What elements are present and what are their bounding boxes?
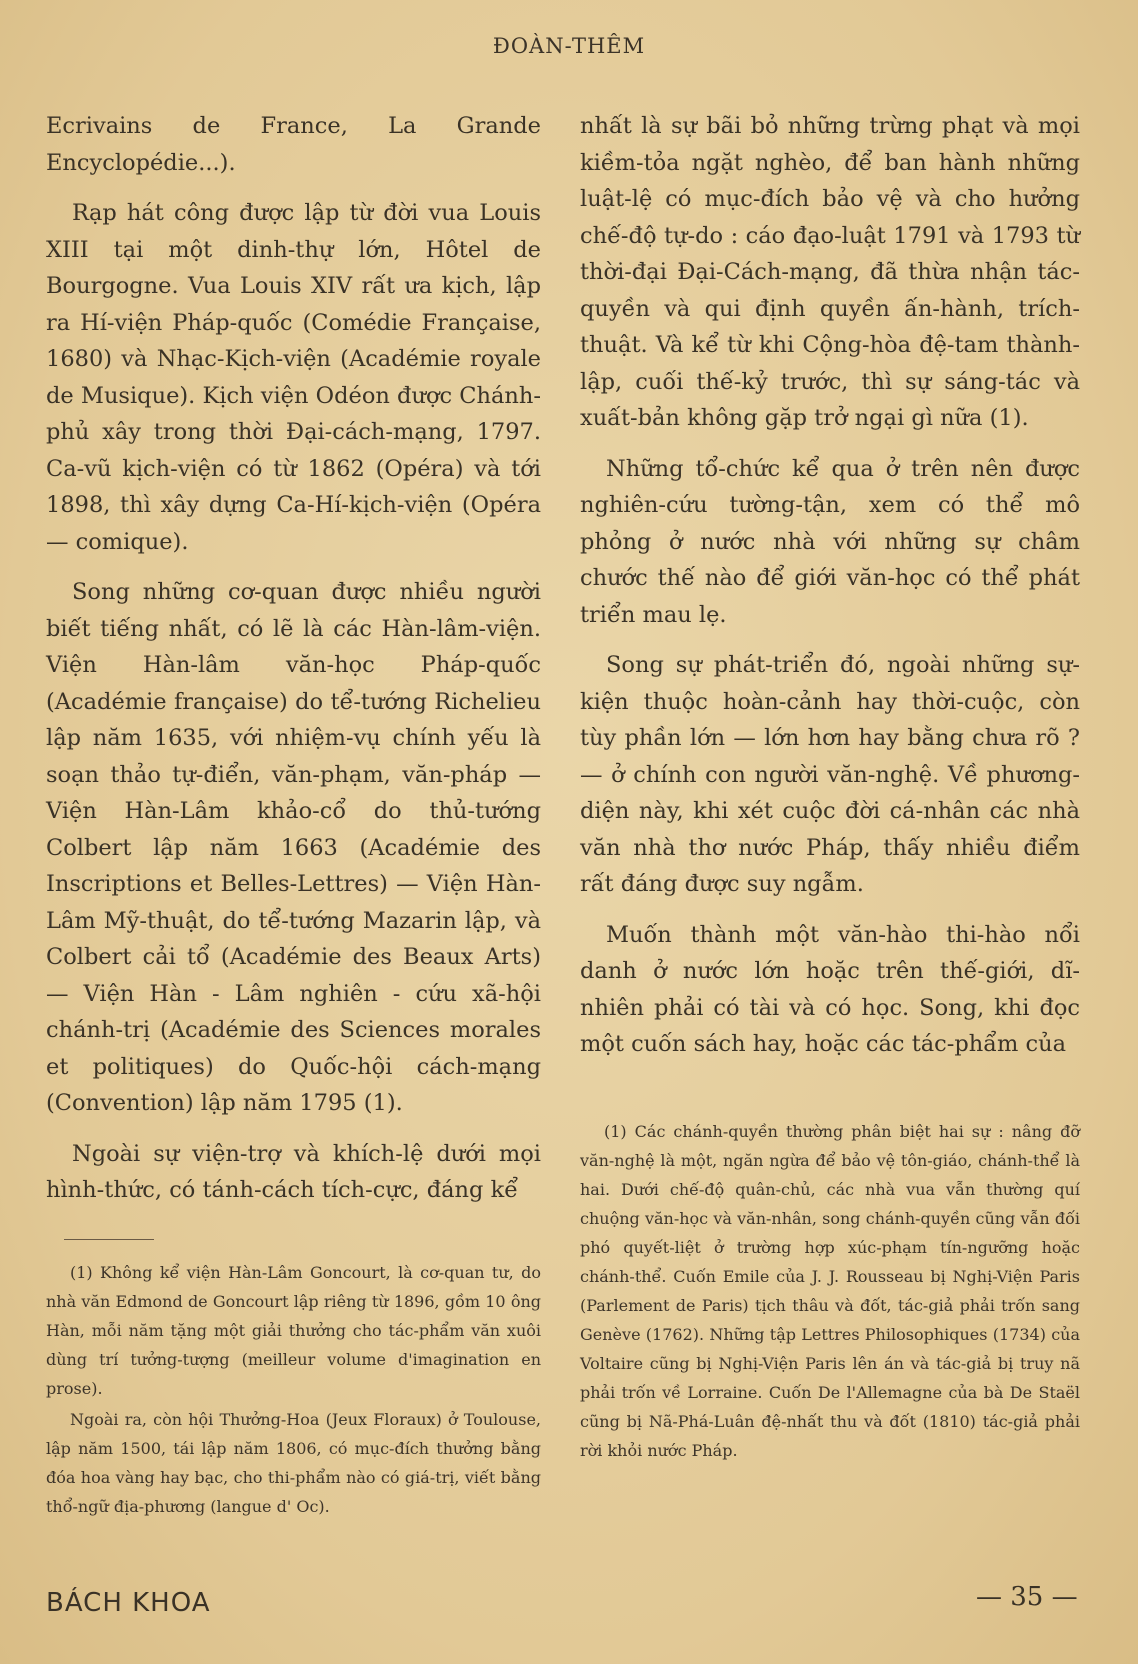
footnote: (1) Các chánh-quyền thường phân biệt hai sự : nâng đỡ văn-nghệ là một, ngăn ngừa để bảo vệ tôn-giáo, chánh-thể là hai. Dưới chế-độ quân-chủ, các nhà vua vẫn thường quí chuộng văn-học và văn-nhân, song chánh-quyền cũng vẫn đối phó quyết-liệt ở trường hợp xúc-phạm tín-ngưỡng hoặc chánh-thể. Cuốn Emile của J. J. Rousseau bị Nghị-Viện Paris (Parlement de Paris) tịch thâu và đốt, tác-giả phải trốn sang Genève (1762). Những tập Lettres Philosophiques (1734) của Voltaire cũng bị Nghị-Viện Paris lên án và tác-giả bị truy nã phải trốn về Lorraine. Cuốn De l'Allemagne của bà De Staël cũng bị Nã-Phá-Luân đệ-nhất thu và đốt (1810) tác-giả phải rời khỏi nước Pháp. [580,1121,1080,1460]
paragraph: Rạp hát công được lập từ đời vua Louis XIII tại một dinh-thự lớn, Hôtel de Bourgogne. Vua Louis XIV rất ưa kịch, lập ra Hí-viện Pháp-quốc (Comédie Française, 1680) và Nhạc-Kịch-viện (Académie royale de Musique). Kịch viện Odéon được Chánh-phủ xây trong thời Đại-cách-mạng, 1797. Ca-vũ kịch-viện có từ 1862 (Opéra) và tới 1898, thì xây dựng Ca-Hí-kịch-viện (Opéra — comique). [46,200,541,555]
paragraph: nhất là sự bãi bỏ những trừng phạt và mọi kiềm-tỏa ngặt nghèo, để ban hành những luật-lệ có mục-đích bảo vệ và cho hưởng chế-độ tự-do : cáo đạo-luật 1791 và 1793 từ thời-đại Đại-Cách-mạng, đã thừa nhận tác-quyền và qui định quyền ấn-hành, trích-thuật. Và kể từ khi Cộng-hòa đệ-tam thành-lập, cuối thế-kỷ trước, thì sự sáng-tác và xuất-bản không gặp trở ngại gì nữa (1). [580,113,1080,431]
magazine-name: BÁCH KHOA [46,1588,211,1618]
running-header: ĐOÀN-THÊM [492,34,646,58]
paragraph: Ngoài sự viện-trợ và khích-lệ dưới mọi hình-thức, có tánh-cách tích-cực, đáng kể [46,1140,541,1203]
paragraph: Ecrivains de France, La Grande Encyclopédie...). [46,113,541,176]
paragraph: Song sự phát-triển đó, ngoài những sự-kiện thuộc hoàn-cảnh hay thời-cuộc, còn tùy phần lớn — lớn hơn hay bằng chưa rõ ? — ở chính con người văn-nghệ. Về phương-diện này, khi xét cuộc đời cá-nhân các nhà văn nhà thơ nước Pháp, thấy nhiều điểm rất đáng được suy ngẫm. [580,652,1080,897]
footnote-divider [64,1239,154,1240]
right-column [580,108,1080,1465]
left-column [46,108,541,1521]
footnote: Ngoài ra, còn hội Thưởng-Hoa (Jeux Floraux) ở Toulouse, lập năm 1500, tái lập năm 1806, có mục-đích thưởng bằng đóa hoa vàng hay bạc, cho thi-phẩm nào có giá-trị, viết bằng thổ-ngữ địa-phương (langue d' Oc). [46,1409,541,1516]
page-number: — 35 — [976,1582,1078,1612]
paragraph: Những tổ-chức kể qua ở trên nên được nghiên-cứu tường-tận, xem có thể mô phỏng ở nước nhà với những sự châm chước thế nào để giới văn-học có thể phát triển mau lẹ. [580,455,1080,628]
footnote: (1) Không kể viện Hàn-Lâm Goncourt, là cơ-quan tư, do nhà văn Edmond de Goncourt lập riêng từ 1896, gồm 10 ông Hàn, mỗi năm tặng một giải thưởng cho tác-phẩm văn xuôi dùng trí tưởng-tượng (meilleur volume d'imagination en prose). [46,1262,541,1398]
paragraph: Muốn thành một văn-hào thi-hào nổi danh ở nước lớn hoặc trên thế-giới, dĩ-nhiên phải có tài và có học. Song, khi đọc một cuốn sách hay, hoặc các tác-phẩm của [580,921,1080,1057]
paragraph: Song những cơ-quan được nhiều người biết tiếng nhất, có lẽ là các Hàn-lâm-viện. Viện Hàn-lâm văn-học Pháp-quốc (Académie française) do tể-tướng Richelieu lập năm 1635, với nhiệm-vụ chính yếu là soạn thảo tự-điển, văn-phạm, văn-pháp — Viện Hàn-Lâm khảo-cổ do thủ-tướng Colbert lập năm 1663 (Académie des Inscriptions et Belles-Lettres) — Viện Hàn-Lâm Mỹ-thuật, do tể-tướng Mazarin lập, và Colbert cải tổ (Académie des Beaux Arts) — Viện Hàn - Lâm nghiên - cứu xã-hội chánh-trị (Académie des Sciences morales et politiques) do Quốc-hội cách-mạng (Convention) lập năm 1795 (1). [46,579,541,1116]
footnotes-right [580,1117,1080,1465]
footnotes-left [46,1258,541,1521]
